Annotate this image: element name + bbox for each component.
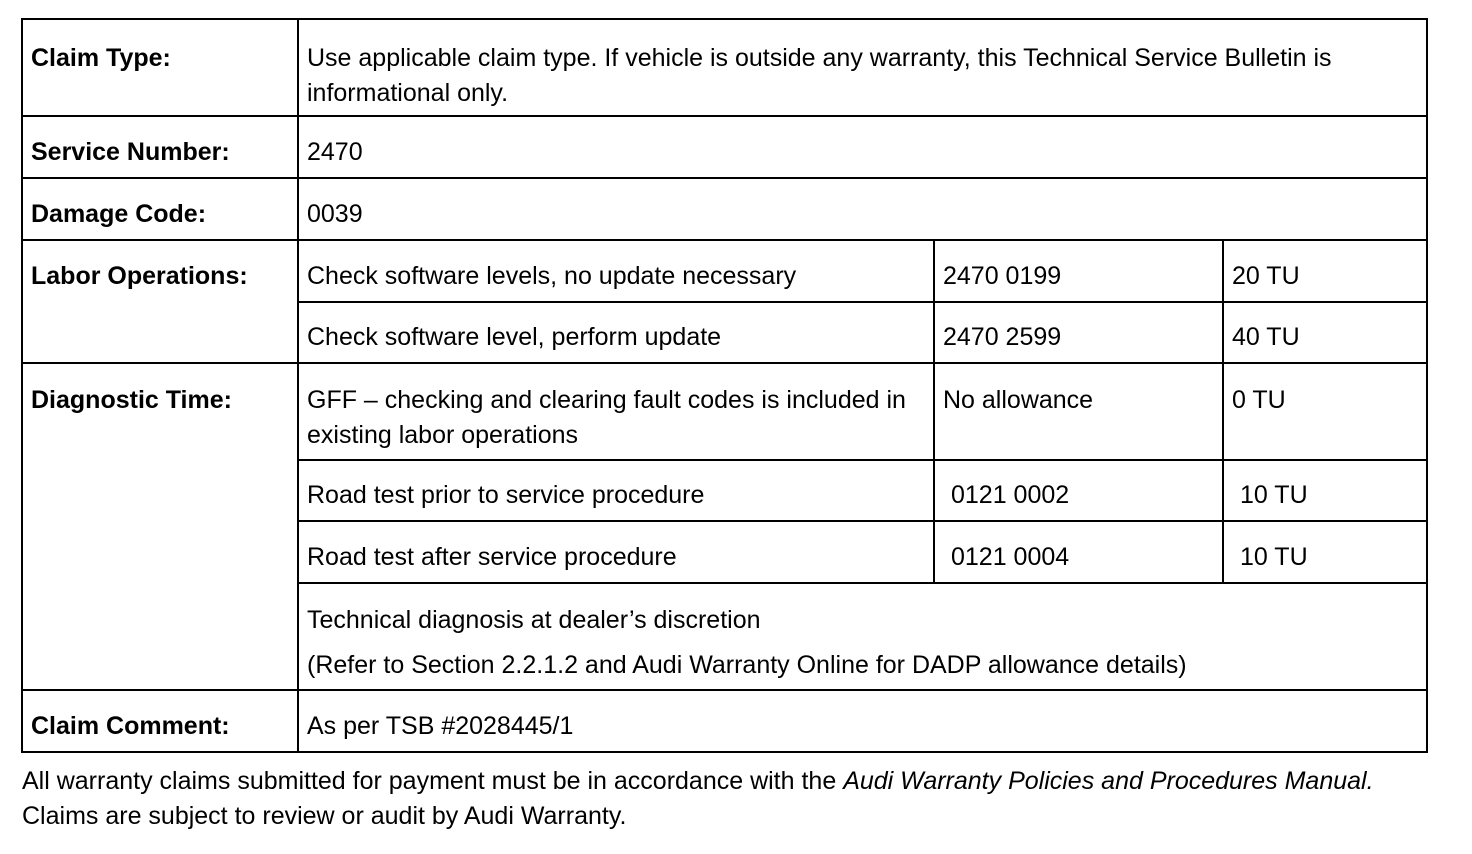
diagnostic-discretion-reference: (Refer to Section 2.2.1.2 and Audi Warranty Online for DADP allowance details) — [307, 651, 1187, 679]
diagnostic-code: 0121 0002 — [934, 460, 1223, 521]
labor-operation-time: 20 TU — [1223, 240, 1427, 302]
claim-type-value: Use applicable claim type. If vehicle is outside any warranty, this Technical Service Bulletin is informational only. — [298, 19, 1427, 116]
labor-operation-code: 2470 0199 — [934, 240, 1223, 302]
diagnostic-description: Road test after service procedure — [298, 521, 934, 583]
footer-text-after: Claims are subject to review or audit by Audi Warranty. — [22, 802, 627, 830]
footer-text-before: All warranty claims submitted for payment must be in accordance with the — [22, 767, 844, 795]
damage-code-row — [22, 178, 1427, 240]
warranty-claim-table — [21, 18, 1428, 753]
warranty-footer-note — [22, 764, 1442, 834]
diagnostic-time-label: Diagnostic Time: — [22, 363, 298, 690]
damage-code-label: Damage Code: — [22, 178, 298, 240]
diagnostic-description: GFF – checking and clearing fault codes is included in existing labor operations — [298, 363, 934, 460]
diagnostic-time-row — [22, 363, 1427, 460]
labor-operation-code: 2470 2599 — [934, 302, 1223, 363]
damage-code-value: 0039 — [298, 178, 1427, 240]
diagnostic-code: No allowance — [934, 363, 1223, 460]
claim-comment-row — [22, 690, 1427, 752]
claim-type-label: Claim Type: — [22, 19, 298, 116]
diagnostic-discretion-line: Technical diagnosis at dealer’s discretion — [307, 606, 761, 634]
service-number-value: 2470 — [298, 116, 1427, 178]
diagnostic-discretion-cell — [298, 583, 1427, 690]
diagnostic-description: Road test prior to service procedure — [298, 460, 934, 521]
service-number-row — [22, 116, 1427, 178]
diagnostic-time: 10 TU — [1223, 521, 1427, 583]
labor-operation-description: Check software level, perform update — [298, 302, 934, 363]
labor-operations-label: Labor Operations: — [22, 240, 298, 363]
claim-comment-label: Claim Comment: — [22, 690, 298, 752]
diagnostic-time: 10 TU — [1223, 460, 1427, 521]
claim-comment-value: As per TSB #2028445/1 — [298, 690, 1427, 752]
labor-operation-row — [22, 240, 1427, 302]
labor-operation-description: Check software levels, no update necessary — [298, 240, 934, 302]
service-number-label: Service Number: — [22, 116, 298, 178]
diagnostic-time: 0 TU — [1223, 363, 1427, 460]
claim-type-row — [22, 19, 1427, 116]
footer-manual-title: Audi Warranty Policies and Procedures Manual. — [843, 767, 1374, 795]
labor-operation-time: 40 TU — [1223, 302, 1427, 363]
diagnostic-code: 0121 0004 — [934, 521, 1223, 583]
